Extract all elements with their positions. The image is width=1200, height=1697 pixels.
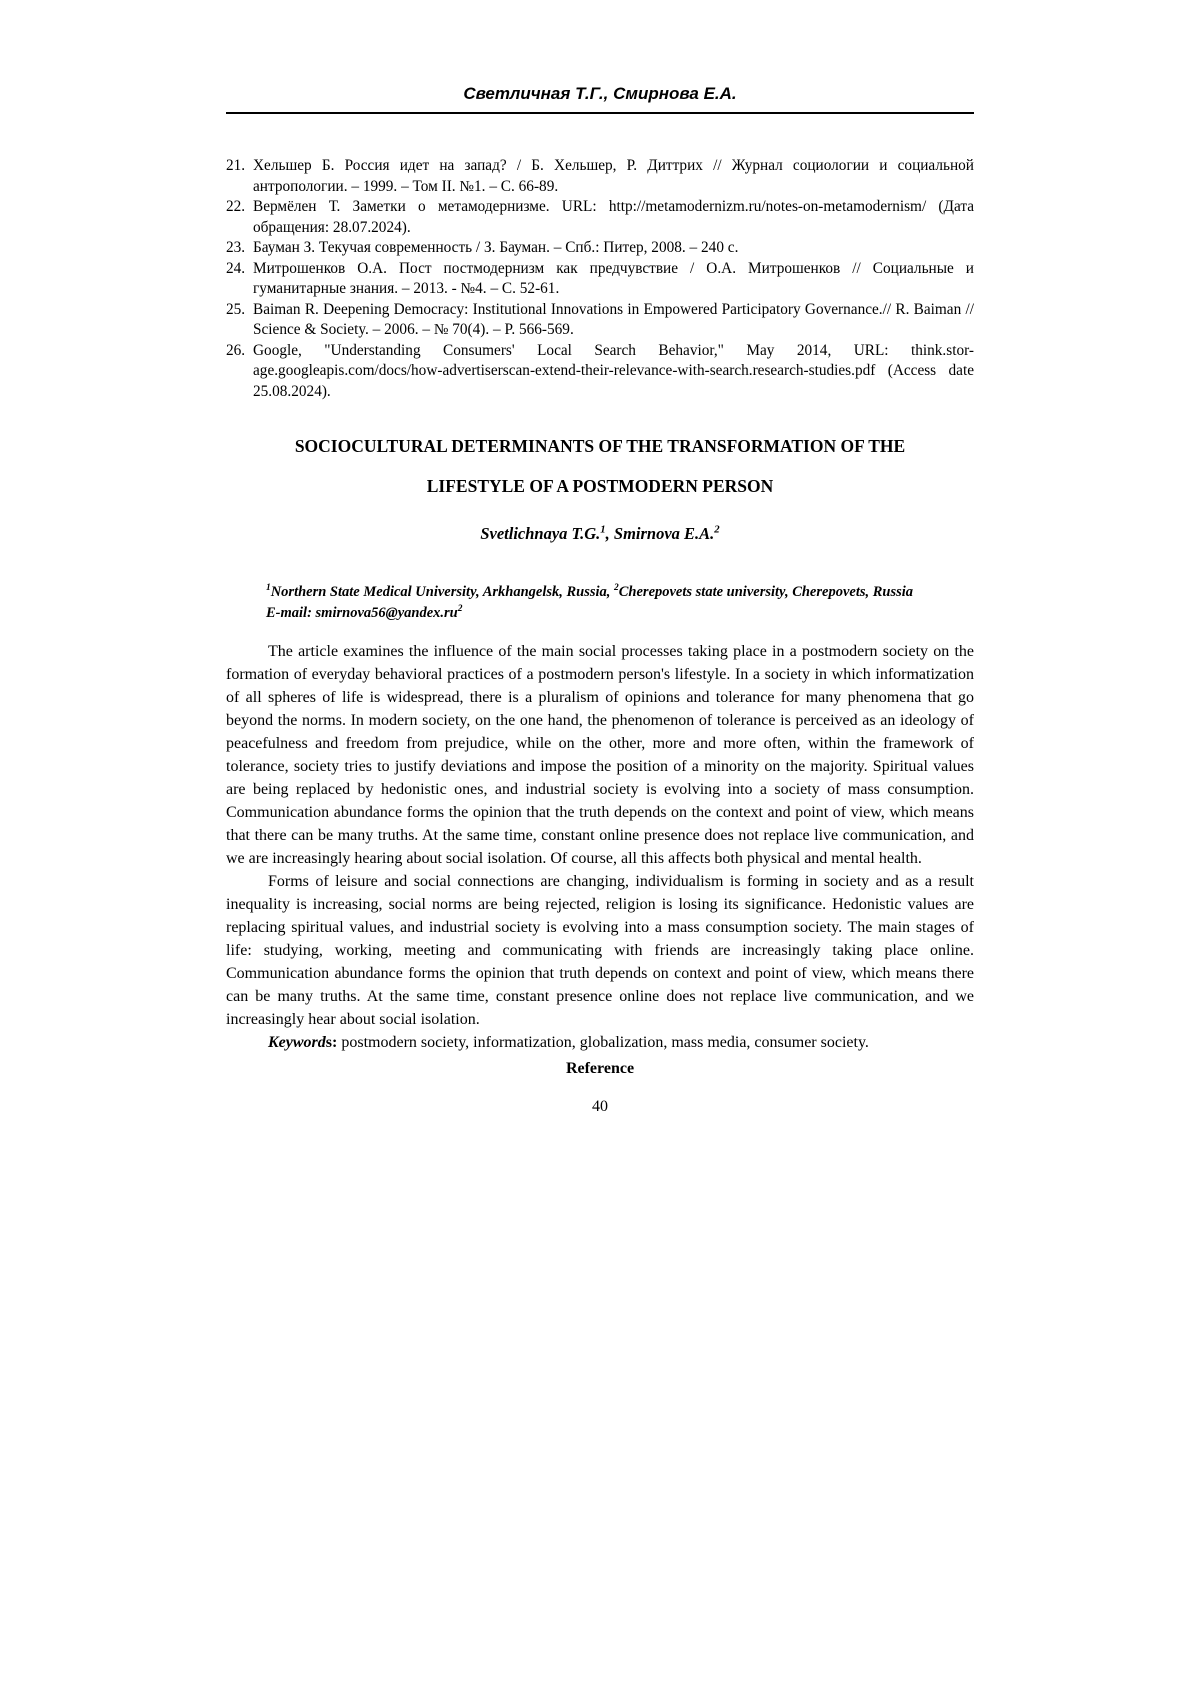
- abstract-paragraph-1: The article examines the influence of the main social processes taking place in a postmodern society on the formation of everyday behavioral practices of a postmodern person's lifestyle. In a society in which informatization of all spheres of life is widespread, there is a pluralism of opinions and tolerance for many phenomena that go beyond the norms. In modern society, on the one hand, the phenomenon of tolerance is perceived as an ideology of peacefulness and freedom from prejudice, while on the other, more and more often, within the framework of tolerance, society tries to justify deviations and impose the position of a minority on the majority. Spiritual values are being replaced by hedonistic ones, and industrial society is evolving into a society of mass consumption. Communication abundance forms the opinion that the truth depends on the context and point of view, which means that there can be many truths. At the same time, constant online presence does not replace live communication, and we are increasingly hearing about social isolation. Of course, all this affects both physical and mental health.: [226, 643, 974, 867]
- keywords-label-suffix: s:: [325, 1034, 338, 1051]
- reference-item: [226, 238, 974, 259]
- author-superscript-2: 2: [714, 523, 720, 536]
- authors-separator: ,: [605, 524, 614, 543]
- keywords-text: postmodern society, informatization, globalization, mass media, consumer society.: [337, 1034, 869, 1051]
- reference-item: [226, 300, 974, 341]
- reference-item: [226, 341, 974, 403]
- reference-number: 25.: [226, 300, 246, 318]
- reference-text: Google, "Understanding Consumers' Local Search Behavior," May 2014, URL: think.stor-age.googleapis.com/docs/how-advertiserscan-extend-their-relevance-with-search.research-studies.pdf (Access date 25.08.2024).: [253, 341, 974, 400]
- affiliation-superscript-2: 2: [614, 583, 619, 594]
- email-text: E-mail: smirnova56@yandex.ru: [266, 605, 458, 621]
- references-list: [226, 156, 974, 402]
- email-line: [266, 603, 974, 624]
- reference-text: Вермёлен Т. Заметки о метамодернизме. URL: http://metamodernizm.ru/notes-on-metamodernism/ (Дата обращения: 28.07.2024).: [253, 198, 974, 236]
- email-superscript: 2: [457, 604, 463, 615]
- keywords-label: Keyword: [268, 1034, 326, 1051]
- author-name-2: Smirnova E.A.: [613, 524, 715, 543]
- article-title: [226, 426, 974, 506]
- affiliation-block: [226, 582, 974, 624]
- reference-item: [226, 156, 974, 197]
- reference-text: Бауман З. Текучая современность / З. Бауман. – Спб.: Питер, 2008. – 240 с.: [253, 239, 739, 256]
- title-line-2: LIFESTYLE OF A POSTMODERN PERSON: [426, 476, 774, 496]
- affiliation-line: [266, 582, 974, 603]
- reference-number: 26.: [226, 341, 246, 359]
- page-content: [226, 0, 974, 1116]
- title-line-1: SOCIOCULTURAL DETERMINANTS OF THE TRANSFORMATION OF THE: [294, 436, 906, 456]
- reference-number: 24.: [226, 259, 246, 277]
- affiliation-2: Cherepovets state university, Cherepovets, Russia: [618, 584, 914, 600]
- affiliation-1: Northern State Medical University, Arkhangelsk, Russia,: [270, 584, 615, 600]
- reference-number: 22.: [226, 198, 246, 215]
- author-name-1: Svetlichnaya T.G.: [480, 524, 601, 543]
- abstract-paragraph-2: Forms of leisure and social connections are changing, individualism is forming in society and as a result inequality is increasing, social norms are being rejected, religion is losing its significance. Hedonistic values are replacing spiritual values, and industrial society is evolving into a mass consumption society. The main stages of life: studying, working, meeting and communicating with friends are increasingly taking place online. Communication abundance forms the opinion that truth depends on context and point of view, which means there can be many truths. At the same time, constant presence online does not replace live communication, and we increasingly hear about social isolation.: [226, 873, 974, 1028]
- reference-number: 21.: [226, 157, 246, 174]
- authors-line: [226, 524, 974, 544]
- page-number: 40: [592, 1098, 608, 1115]
- reference-item: [226, 259, 974, 300]
- keywords-line: [226, 1031, 974, 1054]
- reference-number: 23.: [226, 239, 246, 256]
- reference-heading: Reference: [565, 1060, 635, 1077]
- reference-item: [226, 197, 974, 238]
- reference-text: Baiman R. Deepening Democracy: Institutional Innovations in Empowered Participatory Governance.// R. Baiman // Science & Society. – 2006. – № 70(4). – P. 566-569.: [253, 300, 974, 338]
- affiliation-superscript-1: 1: [266, 583, 271, 594]
- running-header: Светличная Т.Г., Смирнова Е.А.: [226, 84, 974, 114]
- reference-text: Митрошенков О.А. Пост постмодернизм как предчувствие / О.А. Митрошенков // Социальные и гуманитарные знания. – 2013. - №4. – С. 52-61.: [253, 259, 974, 297]
- author-superscript-1: 1: [600, 523, 606, 536]
- reference-text: Хельшер Б. Россия идет на запад? / Б. Хельшер, Р. Диттрих // Журнал социологии и социальной антропологии. – 1999. – Том II. №1. – С. 66-89.: [253, 157, 974, 195]
